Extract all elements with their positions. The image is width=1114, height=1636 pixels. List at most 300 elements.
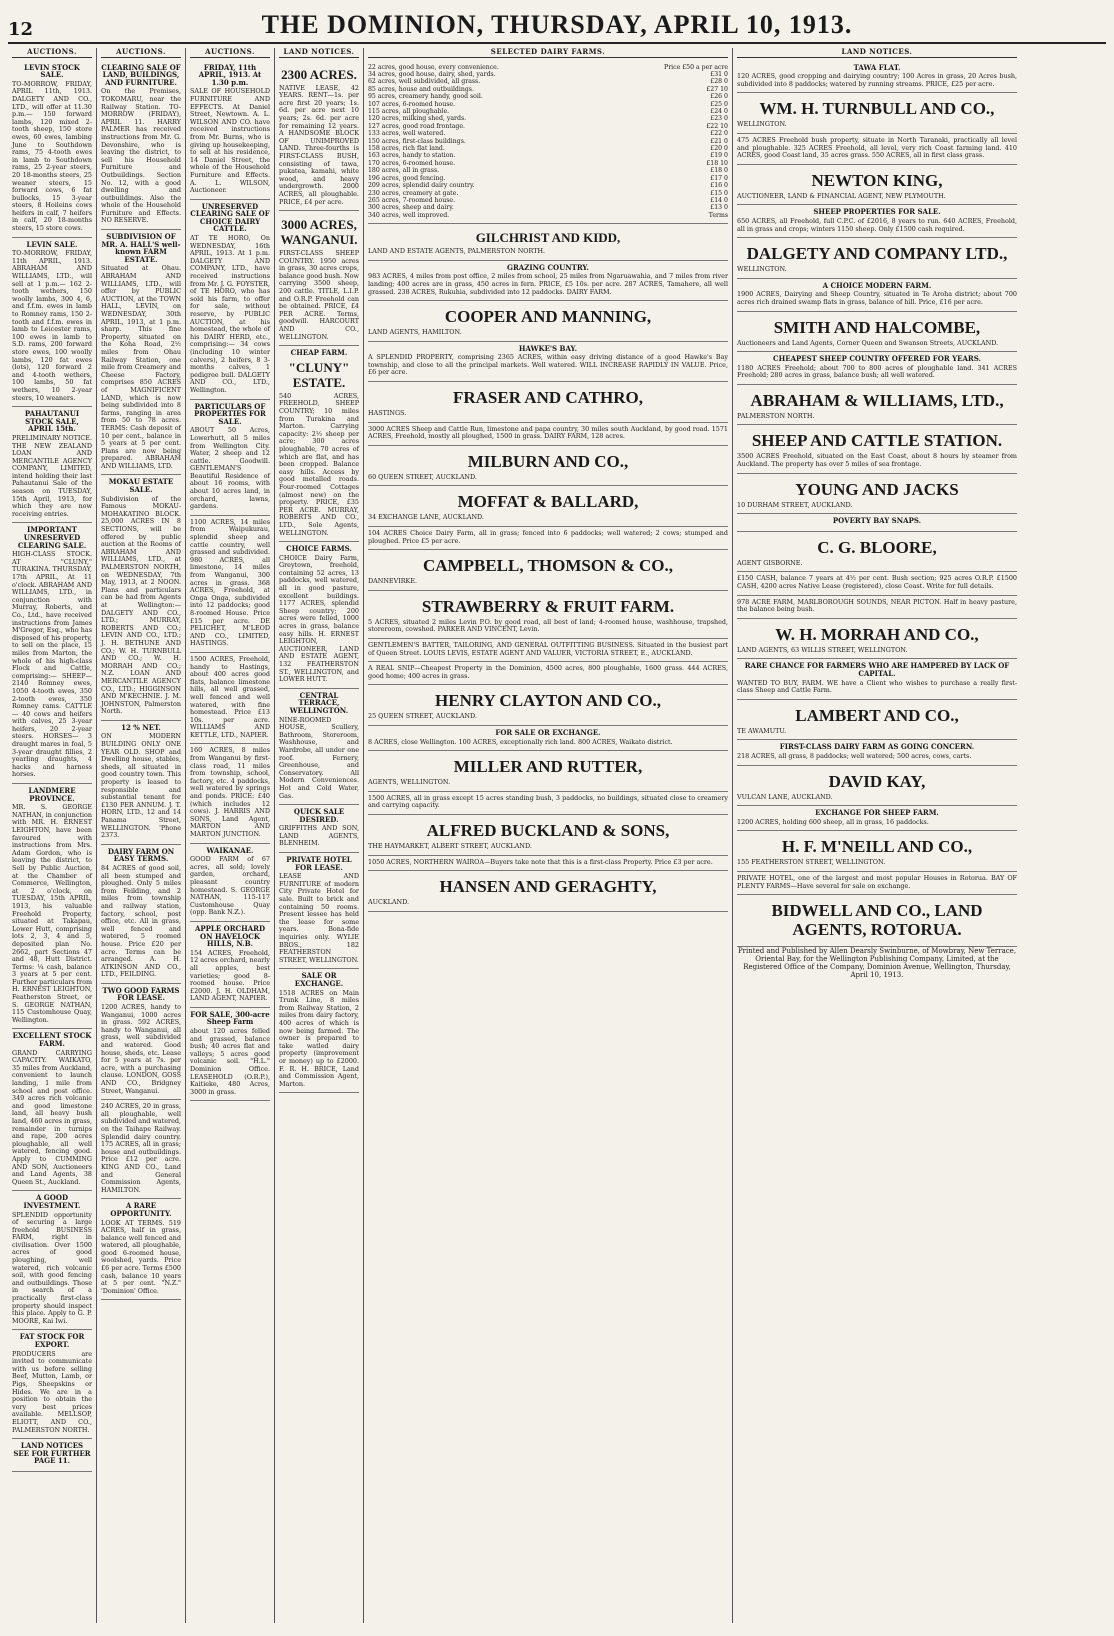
advertisement xyxy=(737,619,1017,660)
listing-row xyxy=(368,64,728,71)
advertisement xyxy=(737,425,1017,473)
ad-body: 155 FEATHERSTON STREET, WELLINGTON. xyxy=(737,858,886,867)
advertisement xyxy=(368,815,728,856)
ad-body: AT TE HORO, On WEDNESDAY, 16th APRIL, 1913. At 1 p.m. DALGETY AND COMPANY, LTD., have received instructions from Mr. J. G. FOYSTER, of TE HORO, who has sold his farm, to offer for sale, without reserve, by PUBLIC AUCTION, at his homestead, the whole of his DAIRY HERD, etc., comprising:— 34 cows (including 10 winter calvers), 2 heifers, 8 3-months calves, 1 pedigree bull. DALGETY AND CO., LTD., Wellington. xyxy=(190,234,270,394)
advertisement xyxy=(368,871,728,912)
ad-body: 3500 ACRES Freehold, situated on the East Coast, about 8 hours by steamer from Auckland. The property has over 5 miles of sea frontage. xyxy=(737,452,1017,469)
ad-body: 8 ACRES, close Wellington. 100 ACRES, exceptionally rich land. 800 ACRES, Waikato district. xyxy=(368,737,673,746)
ad-title: RARE CHANCE FOR FARMERS WHO ARE HAMPERED BY LACK OF CAPITAL. xyxy=(744,661,1010,678)
ad-title: APPLE ORCHARD ON HAVELOCK HILLS, N.B. xyxy=(194,923,266,949)
advertisement xyxy=(279,61,359,212)
listing-table xyxy=(368,61,728,225)
column-land-notices-1 xyxy=(275,48,364,1623)
ad-title: HAWKE'S BAY. xyxy=(518,343,578,353)
ad-title: LEVIN STOCK SALE. xyxy=(24,62,80,80)
ad-agent-name: HANSEN AND GERAGHTY, xyxy=(439,877,657,897)
ad-title: MOKAU ESTATE SALE. xyxy=(108,477,174,495)
advertisement xyxy=(368,527,728,550)
listing-row xyxy=(368,93,728,100)
listing-price: £28 0 xyxy=(710,78,728,86)
advertisement xyxy=(368,751,728,792)
ad-body: 218 ACRES, all grass, 8 paddocks; well watered; 500 acres, cows, carts. xyxy=(737,751,972,760)
ad-body: 120 ACRES, good cropping and dairying country; 100 Acres in grass, 20 Acres bush, subdivided into 8 paddocks; watered by running streams. PRICE, £25 per acre. xyxy=(737,72,1017,88)
ad-body: HASTINGS. xyxy=(368,409,407,418)
newspaper-title: THE DOMINION, THURSDAY, APRIL 10, 1913. xyxy=(261,10,853,39)
listing-price: Price £50 a per acre xyxy=(664,63,728,71)
advertisement xyxy=(12,523,92,784)
ad-body: 5 ACRES, situated 2 miles Levin P.O. by good road, all best of land; 4-roomed house, washhouse, trapshed, storeroom, cowshed. PARKER AND VINCENT, Levin. xyxy=(368,617,728,634)
ad-body: 104 ACRES Choice Dairy Farm, all in grass; fenced into 6 paddocks; well watered; 2 cows; stumped and ploughed. Price £5 per acre. xyxy=(368,529,728,545)
advertisement xyxy=(368,301,728,342)
listing-row xyxy=(368,71,728,78)
advertisement xyxy=(190,653,270,745)
ad-agent-name: MILLER AND RUTTER, xyxy=(453,757,643,777)
listing-description: 133 acres, well watered. xyxy=(368,130,446,138)
ad-agent-name: H. F. M'NEILL AND CO., xyxy=(781,837,973,857)
column-dairy-farms xyxy=(364,48,733,1623)
ad-body: HIGH-CLASS STOCK. AT "CLUNY," TURAKINA. THURSDAY, 17th APRIL, At 11 o'clock. ABRAHAM AND WILLIAMS, LTD., in conjunction with Murray, Roberts, and Co., Ltd., have received instructions from James M'Gregor, Esq., who has disposed of his property, to sell on the place, 15 miles from Marton, the whole of his high-class Flock and Cattle, comprising:— SHEEP— 2140 Romney ewes, 1050 4-tooth ewes, 350 2-tooth ewes, 350 Romney rams. CATTLE— 40 cows and heifers with calves, 25 3-year heifers, 20 2-year steers. HORSES— 3 draught mares in foal, 5 3-year draught fillies, 2 yearling draughts, 4 hacks and harness horses. xyxy=(12,550,92,779)
advertisement xyxy=(737,596,1017,619)
ad-body: Auctioneers and Land Agents, Corner Queen and Swanson Streets, AUCKLAND. xyxy=(737,338,999,347)
listing-price: £16 0 xyxy=(710,182,728,190)
advertisement xyxy=(190,844,270,922)
advertisement xyxy=(12,1029,92,1191)
advertisement xyxy=(12,784,92,1029)
ad-agent-name: SMITH AND HALCOMBE, xyxy=(773,317,981,337)
advertisement xyxy=(368,486,728,527)
ad-body: 1500 ACRES, Freehold, handy to Hastings, about 400 acres good flats, balance limestone hills, all well grassed, well fenced and well watered, with fine homestead. Price £13 10s. per acre. WILLIAMS AND KETTLE, LTD., NAPIER. xyxy=(190,654,270,739)
listing-description: 22 acres, good house, every convenience. xyxy=(368,63,499,71)
advertisement xyxy=(12,1330,92,1439)
ad-agent-name: LAMBERT AND CO., xyxy=(795,705,959,725)
ad-agent-name: BIDWELL AND CO., LAND AGENTS, ROTORUA. xyxy=(771,901,983,940)
ad-agent-name: MILBURN AND CO., xyxy=(467,451,629,471)
advertisement xyxy=(737,700,1017,741)
advertisement xyxy=(737,165,1017,206)
ad-title: CHEAPEST SHEEP COUNTRY OFFERED FOR YEARS. xyxy=(773,354,981,364)
listing-row xyxy=(368,115,728,122)
ad-body: TO-MORROW, FRIDAY, 11th APRIL, 1913. ABRAHAM AND WILLIAMS, LTD., will sell at 1 p.m.— 162 2-tooth wethers, 150 woolly lambs, 300 4, 6, and f.f.m. ewes in lamb to Romney rams, 150 2-tooth and f.f.m. ewes in lamb to Leicester rams, 100 ewes in lamb to S.D. rams, 200 forward store ewes, 100 woolly lambs, 120 fat ewes (lots), 120 forward 2 and 4-tooth wethers, 100 lambs, 50 fat wethers, 10 2-year steers, 10 weaners. xyxy=(12,249,92,402)
ad-body: 1200 ACRES, holding 600 sheep, all in grass, 16 paddocks. xyxy=(737,817,929,826)
advertisement xyxy=(368,726,728,751)
ad-body: DANNEVIRKE. xyxy=(368,577,418,586)
ad-title: FAT STOCK FOR EXPORT. xyxy=(19,1332,85,1349)
ad-body: VULCAN LANE, AUCKLAND. xyxy=(737,792,833,801)
ad-title: SHEEP PROPERTIES FOR SALE. xyxy=(813,207,941,217)
ad-title: FOR SALE, 300-acre Sheep Farm xyxy=(190,1009,270,1027)
advertisement xyxy=(190,61,270,200)
page-number: 12 xyxy=(8,19,34,40)
columns xyxy=(8,48,1106,1623)
listing-row xyxy=(368,197,728,204)
advertisement xyxy=(279,853,359,969)
advertisement xyxy=(737,61,1017,94)
ad-body: TO-MORROW, FRIDAY, APRIL 11th, 1913. DALGETY AND CO., LTD., will offer at 11.30 p.m.— 150 forward lambs, 120 mixed 2-tooth sheep, 150 store ewes, 60 ewes, lambing June to Southdown rams, 75 4-tooth ewes in lamb to Southdown rams, 25 2-year steers, 20 18-months steers, 25 weaner steers, 15 forward cows, 6 fat bullocks, 15 3-year steers, 8 Hoileins cows heifers in calf, 7 heifers in calf, 20 18-months steers, 15 store cows. xyxy=(12,79,92,233)
advertisement xyxy=(737,474,1017,515)
ad-body: LAND AGENTS, 63 WILLIS STREET, WELLINGTON. xyxy=(737,645,908,654)
advertisement xyxy=(12,238,92,407)
advertisement xyxy=(737,279,1017,312)
ad-body: about 120 acres felled and grassed, balance bush; 40 acres flat and valleys; 5 acres good volcanic soil. "H.L." Dominion Office. LEASEHOLD (O.R.P.), Kaitieke, 480 Acres, 3000 in grass. xyxy=(190,1027,270,1096)
section-title: SELECTED DAIRY FARMS. xyxy=(368,48,728,58)
listing-price: £18 0 xyxy=(710,167,728,175)
masthead xyxy=(8,6,1106,44)
advertisement xyxy=(368,856,728,872)
listing-row xyxy=(368,78,728,85)
ad-title: FRIDAY, 11th APRIL, 1913. At 1.30 p.m. xyxy=(198,62,262,87)
listing-description: 62 acres, well subdivided, all grass. xyxy=(368,78,481,86)
listing-description: 230 acres, creamery at gate. xyxy=(368,189,459,197)
advertisement xyxy=(12,407,92,523)
ad-body: 1100 ACRES, 14 miles from Waipukurau, splendid sheep and cattle country, well grassed and subdivided. 980 ACRES, all limestone, 14 miles from Wanganui, 300 acres in grass. 368 ACRES, Freehold, at Onga Onga, subdivided into 12 paddocks; good 8-roomed House. Price £15 per acre. DE PELICHET, M'LEOD AND CO., LIMITED, HASTINGS. xyxy=(190,517,270,648)
ad-body: ON MODERN BUILDING ONLY ONE YEAR OLD. SHOP and Dwelling house, stables, sheds, all situated in good country town. This property is leased to responsible and substantial tenant for £130 PER ANNUM. J. T. HORN, LTD., 12 and 14 Panama Street, WELLINGTON. 'Phone 2373. xyxy=(101,732,181,840)
listing-description: 163 acres, handy to station. xyxy=(368,152,456,160)
advertisement xyxy=(737,766,1017,807)
ad-body: WELLINGTON. xyxy=(737,265,787,274)
advertisement xyxy=(190,516,270,653)
ad-agent-name: STRAWBERRY & FRUIT FARM. xyxy=(421,596,675,616)
ad-body: 60 QUEEN STREET, AUCKLAND. xyxy=(368,472,477,481)
advertisement xyxy=(101,1199,181,1300)
listing-price: £24 0 xyxy=(710,108,728,116)
advertisement xyxy=(368,423,728,446)
advertisement xyxy=(368,261,728,301)
ad-title: IMPORTANT UNRESERVED CLEARING SALE. xyxy=(17,525,87,550)
listing-price: £23 0 xyxy=(710,115,728,123)
ad-headline: GILCHRIST AND KIDD, xyxy=(475,230,621,246)
ad-title: WAIKANAE. xyxy=(206,845,254,855)
listing-description: 107 acres, 6-roomed house. xyxy=(368,100,456,108)
listing-price: £18 10 xyxy=(706,159,728,167)
ad-agent-name: WM. H. TURNBULL AND CO., xyxy=(759,99,995,119)
column-header: LAND NOTICES. xyxy=(737,48,1017,58)
printer-imprint: Printed and Published by Allen Dearsly Swinburne, of Mowbray, New Terrace, Oriental Bay, for the Wellington Publishing Company, Limited, at the Registered Office of the Company, Dominion Avenue, Wellington, Thursday, April 10, 1913. xyxy=(737,947,1017,980)
ad-agent-name: CAMPBELL, THOMSON & CO., xyxy=(423,556,673,576)
ad-body: 10 DURHAM STREET, AUCKLAND. xyxy=(737,500,853,509)
listing-row xyxy=(368,86,728,93)
ad-body: £150 CASH, balance 7 years at 4½ per cent. Bush section; 925 acres O.R.P. £1500 CASH, 4200 acres Native Lease (registered), close Coast. Write for full details. xyxy=(737,574,1017,591)
advertisement xyxy=(368,382,728,423)
ad-body: 1180 ACRES Freehold; about 700 to 800 acres of ploughable land. 341 ACRES Freehold; 280 acres in grass, balance bush; all well watered. xyxy=(737,363,1017,380)
advertisement xyxy=(737,740,1017,765)
advertisement xyxy=(737,238,1017,279)
listing-price: £14 0 xyxy=(710,196,728,204)
ad-headline: 3000 ACRES, WANGANUI. xyxy=(280,217,358,248)
ad-body: SPLENDID opportunity of securing a large freehold BUSINESS FARM, right in civilisation. Over 1500 acres of good ploughing, well watered, rich volcanic soil, with good fencing and outbuildings. Those in search of a practically first-class property should inspect this place. Apply to G. P. MOORE, Kai Iwi. xyxy=(12,1210,92,1325)
column-auctions-3 xyxy=(186,48,275,1623)
ad-title: DAIRY FARM ON EASY TERMS. xyxy=(107,846,175,864)
listing-description: 300 acres, sheep and dairy. xyxy=(368,204,454,212)
listing-row xyxy=(368,167,728,174)
ad-body: 650 ACRES, all Freehold, full C.P.C. of £2016, 8 years to run. 640 ACRES, Freehold, all in grass and crops; winters 1150 sheep. Only £1500 cash required. xyxy=(737,216,1017,233)
listing-price: £13 0 xyxy=(710,204,728,212)
ad-body: THE HAYMARKET, ALBERT STREET, AUCKLAND. xyxy=(368,841,532,850)
advertisement xyxy=(279,969,359,1093)
ad-body: 1500 ACRES, all in grass except 15 acres standing bush, 3 paddocks, no buildings, situated close to creamery and carrying capacity. xyxy=(368,793,728,810)
listing-row xyxy=(368,190,728,197)
listing-description: 95 acres, creamery handy, good soil. xyxy=(368,93,483,101)
advertisement xyxy=(737,514,1017,532)
ad-title: SUBDIVISION OF MR. A. HALL'S well-known FARM ESTATE. xyxy=(101,232,181,264)
advertisement xyxy=(737,872,1017,895)
ad-headline: "CLUNY" ESTATE. xyxy=(288,359,350,390)
listing-price: £17 0 xyxy=(710,174,728,182)
listing-description: 127 acres, good road frontage. xyxy=(368,122,466,130)
listing-description: 170 acres, 6-roomed house. xyxy=(368,159,456,167)
ad-body: 1518 ACRES on Main Trunk Line, 8 miles from Railway Station, 2 miles from dairy factory, 400 acres of which is now being farmed. The owner is prepared to take watled dairy property (improvement or money) up to £2000. F. R. H. BRICE, Land and Commission Agent, Marton. xyxy=(279,988,359,1088)
listing-price: £21 0 xyxy=(710,137,728,145)
ad-body: Subdivision of the Famous MOKAU-MOHAKATINO BLOCK. 25,000 ACRES IN 8 SECTIONS, will be offered by public auction at the Rooms of ABRAHAM AND WILLIAMS, LTD., at PALMERSTON NORTH, on WEDNESDAY, 7th May, 1913, at 2 NOON. Plans and particulars can be had from Agents at Wellington:— DALGETY AND CO., LTD.; MURRAY, ROBERTS AND CO.; LEVIN AND CO., LTD.; J. H. BETHUNE AND CO.; W. H. TURNBULL AND CO.; W. H. MORRAH AND CO.; N.Z. LOAN AND MERCANTILE AGENCY CO., LTD.; HIGGINSON AND M'KECHNIE. J. M. JOHNSTON, Palmerston North. xyxy=(101,494,181,716)
ad-body: 25 QUEEN STREET, AUCKLAND. xyxy=(368,712,477,721)
ad-title: LAND NOTICES SEE FOR FURTHER PAGE 11. xyxy=(13,1441,91,1466)
column-header: LAND NOTICES. xyxy=(279,48,359,58)
column-header: AUCTIONS. xyxy=(12,48,92,58)
listing-description: 180 acres, all in grass. xyxy=(368,167,440,175)
ad-body: 34 EXCHANGE LANE, AUCKLAND. xyxy=(368,513,484,522)
column-land-notices-2 xyxy=(733,48,1021,1623)
ad-body: 978 ACRE FARM, MARLBOROUGH SOUNDS, NEAR PICTON. Half in heavy pasture, the balance being bush. xyxy=(737,597,1017,614)
ad-body: AGENT GISBORNE. xyxy=(737,558,803,567)
ad-title: POVERTY BAY SNAPS. xyxy=(832,516,922,526)
ad-headline: 2300 ACRES. xyxy=(281,66,357,82)
ad-agent-name: ALFRED BUCKLAND & SONS, xyxy=(426,820,670,840)
ad-body: 540 ACRES, FREEHOLD, SHEEP COUNTRY; 10 miles from Turakina and Marton. Carrying capacity: 2½ sheep per acre; 300 acres ploughable, 70 acres of which are flat, and has been cropped. Balance easy hills. Access by good metalled roads. Four-roomed Cottages (almost new) on the property. PRICE, £35 PER ACRE. MURRAY, ROBERTS AND CO., LTD., Sole Agents, WELLINGTON. xyxy=(279,391,359,537)
advertisement xyxy=(368,639,728,662)
advertisement xyxy=(737,93,1017,134)
ad-body: PALMERSTON NORTH. xyxy=(737,411,815,420)
ad-body: 1050 ACRES, NORTHERN WAIROA—Buyers take note that this is a first-class Property. Price £3 per acre. xyxy=(368,857,713,866)
ad-body: Situated at Ohau. ABRAHAM AND WILLIAMS, LTD., will offer by PUBLIC AUCTION, at the TOWN HALL, LEVIN, on WEDNESDAY, 30th APRIL, 1913, at 1 p.m. sharp. This fine Property, situated on the Koha Road, 2½ miles from Ohau Railway Station, one mile from Creamery and Cheese Factory, comprises 850 ACRES of MAGNIFICENT LAND, which is now being subdivided into 8 farms, ranging in area from 50 to 78 acres. TERMS: Cash deposit of 10 per cent., balance in 5 years at 5 per cent. Plans are now being prepared. ABRAHAM AND WILLIAMS, LTD. xyxy=(101,264,181,470)
ad-body: AUCTIONEER, LAND & FINANCIAL AGENT, NEW PLYMOUTH. xyxy=(737,191,946,200)
ad-body: PRELIMINARY NOTICE. THE NEW ZEALAND LOAN AND MERCANTILE AGENCY COMPANY, LIMITED, intend holding their last Pahautanui Sale of the season on TUESDAY, 15th April, 1913, for which they are now receiving entries. xyxy=(12,433,92,518)
ad-body: WANTED TO BUY, FARM. WE have a Client who wishes to purchase a really first-class Sheep and Cattle Farm. xyxy=(737,678,1017,695)
advertisement xyxy=(101,845,181,984)
listing-row xyxy=(368,204,728,211)
ad-title: UNRESERVED CLEARING SALE OF CHOICE DAIRY CATTLE. xyxy=(190,201,270,234)
ad-body: ABOUT 50 Acres, Lowerhutt, all 5 miles from Wellington City. Water, 2 sheep and 12 cattle. Goodwill. GENTLEMAN'S Beautiful Residence of about 16 rooms, with about 10 acres land, in orchard, lawns, gardens. xyxy=(190,426,270,511)
listing-description: 158 acres, rich flat land. xyxy=(368,145,445,153)
listing-row xyxy=(368,160,728,167)
ad-agent-name: SHEEP AND CATTLE STATION. xyxy=(751,431,1003,451)
ad-title: QUICK SALE DESIRED. xyxy=(293,807,345,824)
advertisement xyxy=(737,134,1017,165)
advertisement xyxy=(737,385,1017,426)
advertisement xyxy=(12,1439,92,1472)
ad-body: LEASE AND FURNITURE of modern City Private Hotel for sale. Built to brick and containing 50 rooms. Present lessee has held the lease for some years. Bona-fide inquiries only. WYLIE BROS., 182 FEATHERSTON STREET, WELLINGTON. xyxy=(279,872,359,964)
advertisement xyxy=(101,475,181,720)
advertisement xyxy=(101,61,181,230)
ad-body: AUCKLAND. xyxy=(368,898,410,907)
listing-price: £19 0 xyxy=(710,152,728,160)
ad-body: On the Premises, TOKOMARU, near the Railway Station. TO-MORROW (FRIDAY), APRIL 11. HARRY PALMER has received instructions from Mr. G. Devonshire, who is leaving the district, to sell his Household Furniture and Outbuildings. Section No. 12, with a good dwelling and outbuildings. Also the whole of the Household Furniture and Effects. NO RESERVE. xyxy=(101,87,181,225)
ad-agent-name: DALGETY AND COMPANY LTD., xyxy=(746,244,1008,264)
listing-price: £27 10 xyxy=(706,85,728,93)
ad-title: CENTRAL TERRACE, WELLINGTON. xyxy=(289,690,349,715)
ad-body: A SPLENDID PROPERTY, comprising 2365 ACRES, within easy driving distance of a good Hawke's Bay township, and close to all the principal markets. Well watered. WILL INCREASE RAPIDLY IN VALUE. Price, £6 per acre. xyxy=(368,353,728,377)
ad-title: EXCHANGE FOR SHEEP FARM. xyxy=(815,808,939,818)
listing-row xyxy=(368,101,728,108)
ad-body: 240 ACRES, 20 in grass, all ploughable, well subdivided and watered, on the Taihape Railway. Splendid dairy country. 175 ACRES, all in grass; house and outbuildings. Price £12 per acre. KING AND CO., Land and General Commission Agents, HAMILTON. xyxy=(101,1102,181,1194)
listing-price: £22 0 xyxy=(710,130,728,138)
advertisement xyxy=(737,312,1017,353)
ad-agent-name: YOUNG AND JACKS xyxy=(795,479,959,499)
ad-title: PARTICULARS OF PROPERTIES FOR SALE. xyxy=(194,401,266,426)
ad-title: 12 % NET. xyxy=(121,722,161,732)
advertisement xyxy=(190,1008,270,1102)
listing-price: £26 0 xyxy=(710,93,728,101)
ad-agent-name: DAVID KAY, xyxy=(828,771,926,791)
advertisement xyxy=(368,342,728,382)
advertisement xyxy=(279,346,359,542)
ad-title: A CHOICE MODERN FARM. xyxy=(822,280,932,290)
ad-body: 154 ACRES, Freehold, 12 acres orchard, nearly all apples, best varieties; good 8-roomed house. Price £2000. J. H. OLDHAM, LAND AGENT, NAPIER. xyxy=(190,948,270,1003)
ad-title: PRIVATE HOTEL FOR LEASE. xyxy=(286,855,352,872)
listing-price: £25 0 xyxy=(710,100,728,108)
listing-price: £15 0 xyxy=(710,189,728,197)
listing-description: 340 acres, well improved. xyxy=(368,211,450,219)
ad-title: CLEARING SALE OF LAND, BUILDINGS, AND FURNITURE. xyxy=(101,62,181,87)
ad-body: NINE-ROOMED HOUSE, Scullery, Bathroom, Storeroom, Washhouse, and Wardrobe, all under one roof. Fernery, Greenhouse, and Conservatory. All Modern Conveniences. Hot and Cold Water, Gas. xyxy=(279,715,359,800)
advertisement xyxy=(368,792,728,815)
listing-row xyxy=(368,108,728,115)
ad-title: A GOOD INVESTMENT. xyxy=(23,1193,81,1210)
advertisement xyxy=(101,984,181,1100)
ad-body: PRODUCERS are invited to communicate with us before selling Beef, Mutton, Lamb, or Pigs, Sheepskins or Hides. We are in a position to obtain the very best prices available. MELLSOP, ELIOTT, AND CO., PALMERSTON NORTH. xyxy=(12,1349,92,1434)
listing-row xyxy=(368,175,728,182)
ad-title: CHEAP FARM. xyxy=(290,348,348,358)
ad-title: CHOICE FARMS. xyxy=(286,544,352,554)
listing-row xyxy=(368,145,728,152)
advertisement xyxy=(737,806,1017,831)
listing-row xyxy=(368,130,728,137)
ad-body: 475 ACRES Freehold bush property, situate in North Taranaki, practically all level and ploughable. 325 ACRES Freehold, all level, very rich Coast farming land. 410 ACRES, good Coast land, 35 acres grass. 550 ACRES, all in first class grass. xyxy=(737,135,1017,160)
advertisement xyxy=(101,230,181,475)
ad-agent-name: ABRAHAM & WILLIAMS, LTD., xyxy=(750,390,1004,410)
ad-body: 84 ACRES of good soil, all been stumped and ploughed. Only 5 miles from Feilding, and 2 miles from township and railway station, factory, school, post office, etc. All in grass, well fenced and watered, 5 roomed house. Price £20 per acre. Terms can be arranged. A. H. ATKINSON AND CO., LTD., FEILDING. xyxy=(101,863,181,979)
listing-description: 120 acres, milking shed, yards. xyxy=(368,115,467,123)
advertisement xyxy=(190,744,270,843)
advertisement xyxy=(279,805,359,853)
advertisement xyxy=(190,400,270,516)
advertisement xyxy=(368,446,728,487)
advertisement xyxy=(737,352,1017,385)
listing-price: £20 0 xyxy=(710,145,728,153)
listing-description: 115 acres, all ploughable. xyxy=(368,108,450,116)
ad-body: SALE OF HOUSEHOLD FURNITURE AND EFFECTS. At Daniel Street, Newtown. A. L. WILSON AND CO. have received instructions from Mr. Burns, who is giving up housekeeping, to sell at his residence, 14 Daniel Street, the whole of the Household Furniture and Effects. A. L. WILSON, Auctioneer. xyxy=(190,87,270,195)
advertisement xyxy=(368,662,728,685)
listing-row xyxy=(368,138,728,145)
ad-agent-name: NEWTON KING, xyxy=(811,170,943,190)
ad-body: LAND AND ESTATE AGENTS, PALMERSTON NORTH. xyxy=(368,247,546,256)
ad-title: GRAZING COUNTRY. xyxy=(507,262,589,272)
listing-description: 85 acres, house and outbuildings. xyxy=(368,85,474,93)
advertisement xyxy=(190,200,270,400)
ad-title: LEVIN SALE. xyxy=(26,239,78,249)
advertisement xyxy=(737,532,1017,573)
ad-body: MR. S. GEORGE NATHAN, in conjunction with MR. H. ERNEST LEIGHTON, have been favoured with instructions from Mrs. Adam Gordon, who is leaving the district, to Sell by Public Auction, at the Chamber of Commerce, Wellington, at 2 o'clock, on TUESDAY, 15th APRIL, 1913, his valuable Freehold Property, situated at Takapau, Lower Hutt, comprising lots 2, 3, 4 and 5, deposited plan No. 2662, part Sections 47 and 48, Hutt District. Terms: ¼ cash, balance 3 years at 5 per cent. Further particulars from H. ERNEST LEIGHTON, Featherston Street, or S. GEORGE NATHAN, 115 Customhouse Quay, Wellington. xyxy=(12,803,92,1024)
ad-title: SALE OR EXCHANGE. xyxy=(294,971,344,988)
ad-title: LANDMERE PROVINCE. xyxy=(28,786,76,803)
ad-title: EXCELLENT STOCK FARM. xyxy=(12,1031,92,1049)
ad-body: CHOICE Dairy Farm, Greytown, freehold, containing 52 acres, 13 paddocks, well watered, all in good pasture, excellent buildings. 1177 ACRES, splendid Sheep country; 200 acres were felled, 1000 acres in grass, balance easy hills. H. ERNEST LEIGHTON, AUCTIONEER, LAND AND ESTATE AGENT, 132 FEATHERSTON ST., WELLINGTON, and LOWER HUTT. xyxy=(279,553,359,684)
listing-description: 265 acres, 7-roomed house. xyxy=(368,196,456,204)
advertisement xyxy=(279,211,359,346)
ad-title: TWO GOOD FARMS FOR LEASE. xyxy=(102,985,180,1003)
ad-body: A REAL SNIP—Cheapest Property in the Dominion, 4500 acres, 800 ploughable, 1600 grass. 444 ACRES, good home; 400 acres in grass. xyxy=(368,664,728,680)
ad-body: FIRST-CLASS SHEEP COUNTRY. 1950 acres in grass, 30 acres crops, balance good bush. Now carrying 3500 sheep, 200 cattle. TITLE, L.I.P. and O.R.P. Freehold can be obtained. PRICE, £4 PER ACRE. Terms, goodwill. HARCOURT AND CO., WELLINGTON. xyxy=(279,249,359,341)
advertisement xyxy=(279,542,359,689)
listing-price: Terms xyxy=(708,211,728,219)
ad-body: TE AWAMUTU. xyxy=(737,726,787,735)
ad-agent-name: FRASER AND CATHRO, xyxy=(452,388,643,408)
ad-body: 160 ACRES, 8 miles from Wanganui by first-class road, 11 miles from township, school, factory, etc. 4 paddocks, well watered by springs and ponds. PRICE: £40 (which includes 12 cows). J. HARRIS AND SONS, Land Agent, MARTON AND MARTON JUNCTION. xyxy=(190,746,270,838)
ad-title: TAWA FLAT. xyxy=(853,62,901,72)
advertisement xyxy=(12,1191,92,1330)
column-header: AUCTIONS. xyxy=(190,48,270,58)
ad-body: PRIVATE HOTEL, one of the largest and most popular Houses in Rotorua. BAY OF PLENTY FARMS—Have several for sale on exchange. xyxy=(737,873,1017,890)
listing-description: 196 acres, good fencing. xyxy=(368,174,446,182)
advertisement xyxy=(190,922,270,1008)
advertisement xyxy=(279,689,359,805)
ad-body: GRAND CARRYING CAPACITY. WAIKATO, 35 miles from Auckland, convenient to launch landing, 1 mile from school and post office. 349 acres rich volcanic and good limestone land, all heavy bush land, 460 acres in grass, remainder in turnips and rape, 200 acres ploughable, all well watered, fencing good. Apply to CUMMING AND SON, Auctioneers and Land Agents, 38 Queen St., Auckland. xyxy=(12,1048,92,1186)
ad-title: A RARE OPPORTUNITY. xyxy=(110,1201,172,1218)
listing-row xyxy=(368,123,728,130)
listing-price: £22 10 xyxy=(706,122,728,130)
column-header: AUCTIONS. xyxy=(101,48,181,58)
ad-body: 983 ACRES, 4 miles from post office, 2 miles from school, 25 miles from Ngaruawahia, and 7 miles from river landing; 400 acres are in grass, 450 acres in fern. PRICE, £5 10s. per acre. 287 ACRES, Tamahere, all well grassed. 238 ACRES, Rukuhia, subdivided into 12 paddocks. DAIRY FARM. xyxy=(368,272,728,296)
advertisement xyxy=(12,61,92,238)
ad-body: GOOD FARM of 67 acres, all sold; lovely garden, orchard, pleasant country homestead. S. GEORGE NATHAN, 115-117 Customhouse Quay (opp. Bank N.Z.). xyxy=(190,855,270,917)
listing-price: £31 0 xyxy=(710,71,728,78)
advertisement xyxy=(737,572,1017,595)
advertisement xyxy=(368,591,728,639)
advertisement xyxy=(368,224,728,261)
ad-body: WELLINGTON. xyxy=(737,120,787,129)
ad-body: AGENTS, WELLINGTON. xyxy=(368,778,451,787)
ad-title: FIRST-CLASS DAIRY FARM AS GOING CONCERN. xyxy=(779,742,975,752)
advertisement xyxy=(101,1100,181,1199)
listing-row xyxy=(368,182,728,189)
ad-agent-name: W. H. MORRAH AND CO., xyxy=(775,624,979,644)
newspaper-page xyxy=(8,6,1106,1624)
listing-row xyxy=(368,152,728,159)
ad-body: GRIFFITHS AND SON, LAND AGENTS, BLENHEIM. xyxy=(279,824,359,848)
ad-agent-name: MOFFAT & BALLARD, xyxy=(457,492,639,512)
ad-body: 3000 ACRES Sheep and Cattle Run, limestone and papa country, 30 miles south Auckland, by good road. 1571 ACRES, Freehold, mostly all ploughed, 1500 in grass. DAIRY FARM, 128 acres. xyxy=(368,424,728,441)
ad-body: 1200 ACRES, handy to Wanganui, 1000 acres in grass. 592 ACRES, handy to Wanganui, all grass, well subdivided and watered. Good house, sheds, etc. Lease for 5 years at 7s. per acre, with a purchasing clause. LONDON, GOSS AND CO., Bridgney Street, Wanganui. xyxy=(101,1003,181,1095)
column-auctions-2 xyxy=(97,48,186,1623)
advertisement xyxy=(737,205,1017,238)
ad-body: 1900 ACRES, Dairying and Sheep Country, situated in Te Aroha district; about 700 acres rich drained swamp flats in grass, balance of hill. Price, £16 per acre. xyxy=(737,290,1017,306)
advertisement xyxy=(101,721,181,845)
ad-agent-name: C. G. BLOORE, xyxy=(817,537,937,557)
ad-agent-name: COOPER AND MANNING, xyxy=(444,307,652,327)
column-auctions-1 xyxy=(8,48,97,1623)
ad-title: PAHAUTANUI STOCK SALE, APRIL 15th. xyxy=(24,409,80,434)
ad-body: LAND AGENTS, HAMILTON. xyxy=(368,328,462,337)
advertisement xyxy=(368,550,728,591)
listing-description: 150 acres, first-class buildings. xyxy=(368,137,466,145)
advertisement xyxy=(737,831,1017,872)
ad-body: NATIVE LEASE, 42 YEARS. RENT—1s. per acre first 20 years; 1s. 6d. per acre next 10 years; 2s. 6d. per acre for remaining 12 years. A HANDSOME BLOCK OF UNIMPROVED LAND. Three-fourths is FIRST-CLASS BUSH, consisting of tawa, pukatea, kamahi, white wood, and heavy undergrowth. 2000 ACRES, all ploughable. PRICE, £4 per acre. xyxy=(279,83,359,206)
ad-body: LOOK AT TERMS. 519 ACRES, half in grass, balance well fenced and watered, all ploughable, good 6-roomed house, woolshed, yards. Price £6 per acre. Terms £500 cash, balance 10 years at 5 per cent. "N.Z." 'Dominion' Office. xyxy=(101,1218,181,1295)
listing-description: 34 acres, good house, dairy, shed, yards. xyxy=(368,71,496,78)
advertisement xyxy=(737,659,1017,699)
ad-agent-name: HENRY CLAYTON AND CO., xyxy=(435,691,661,711)
advertisement xyxy=(368,685,728,726)
listing-row xyxy=(368,212,728,219)
ad-body: GENTLEMEN'S BATTER, TAILORING, AND GENERAL OUTFITTING BUSINESS. Situated in the busiest part of Queen Street. LOUIS LEVIS, ESTATE AGENT AND VALUER, VICTORIA STREET, E., AUCKLAND. xyxy=(368,641,728,657)
